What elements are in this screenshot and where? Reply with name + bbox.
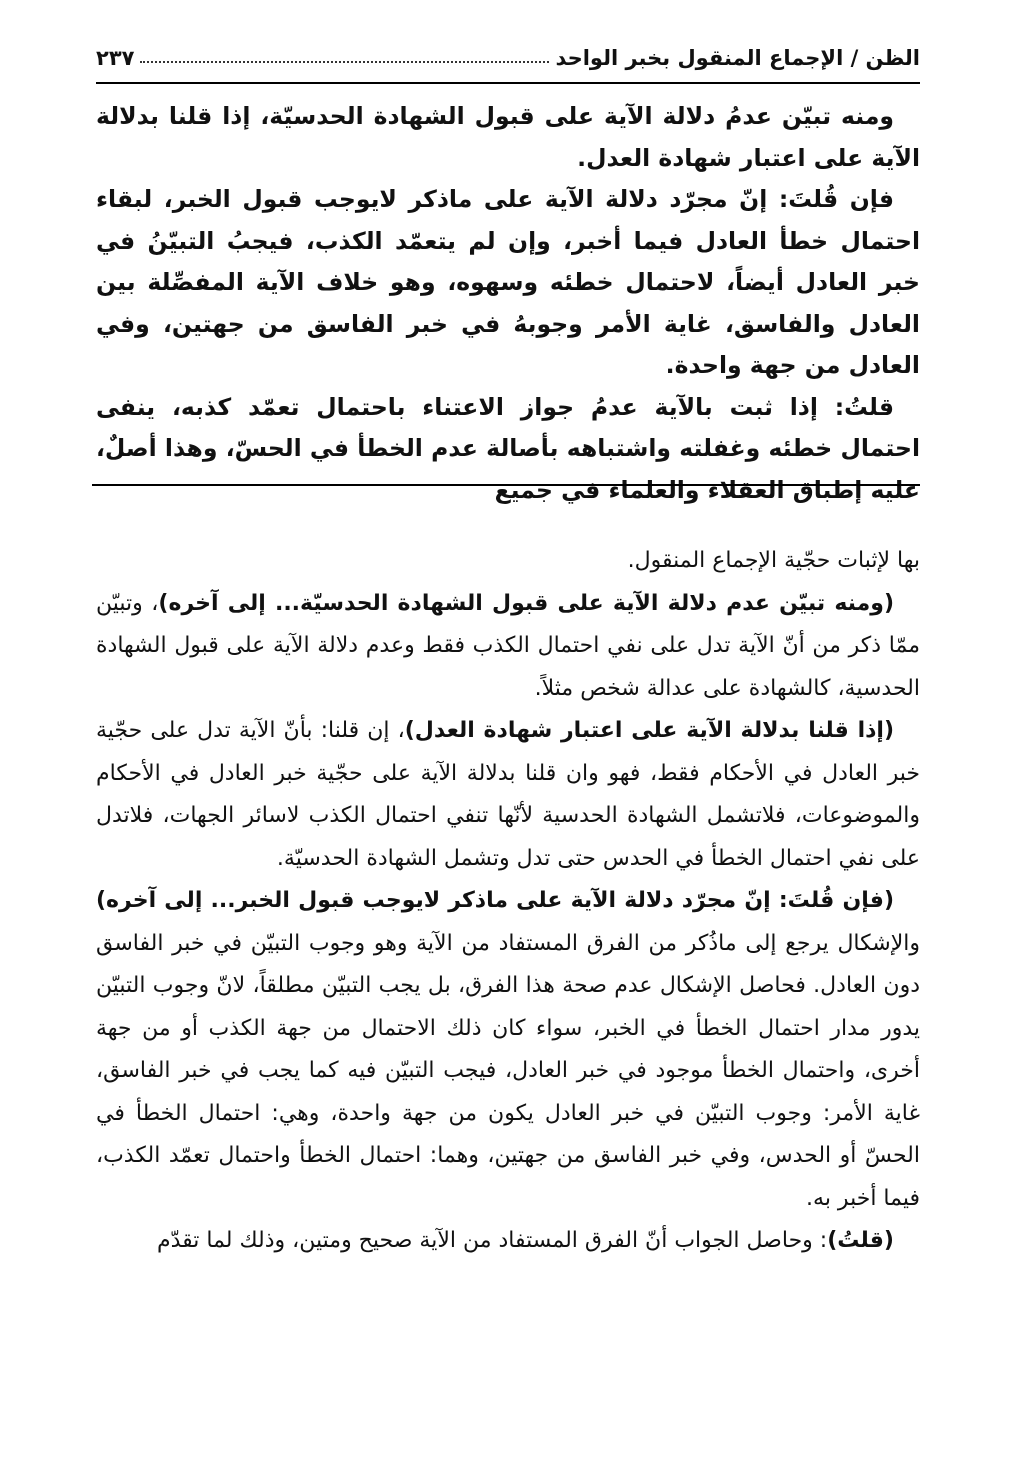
commentary-lemma-2: (ومنه تبيّن عدم دلالة الآية على قبول الشهادة الحدسيّة... إلى آخره) bbox=[158, 590, 894, 616]
commentary-paragraph-2 bbox=[96, 583, 920, 711]
commentary-block bbox=[96, 540, 920, 1263]
commentary-lemma-4: (فإن قُلتَ: إنّ مجرّد دلالة الآية على ماذكر لايوجب قبول الخبر... إلى آخره) bbox=[96, 888, 894, 913]
page-number: ٢٣٧ bbox=[96, 46, 135, 70]
commentary-text-2: ، وتبيّن ممّا ذكر من أنّ الآية تدل على نفي احتمال الكذب فقط وعدم دلالة الآية على قبول الشهادة الحدسية، كالشهادة على عدالة شخص مثلاً. bbox=[96, 590, 920, 701]
commentary-lemma-5: (قلتُ) bbox=[827, 1228, 894, 1253]
main-paragraph-2: فإن قُلتَ: إنّ مجرّد دلالة الآية على ماذكر لايوجب قبول الخبر، لبقاء احتمال خطأ العادل فيما أخبر، وإن لم يتعمّد الكذب، فيجبُ التبيّنُ في خبر العادل أيضاً، لاحتمال خطئه وسهوه، وهو خلاف الآية المفصِّلة بين العادل والفاسق، غاية الأمر وجوبهُ في خبر الفاسق من جهتين، وفي العادل من جهة واحدة. bbox=[96, 185, 920, 379]
commentary-text-5: : وحاصل الجواب أنّ الفرق المستفاد من الآية صحيح ومتين، وذلك لما تقدّم bbox=[156, 1228, 828, 1253]
commentary-paragraph-4 bbox=[96, 880, 920, 1220]
commentary-paragraph-5 bbox=[96, 1220, 920, 1263]
commentary-text-4: والإشكال يرجع إلى ماذُكر من الفرق المستفاد من الآية وهو وجوب التبيّن في خبر الفاسق دون العادل. فحاصل الإشكال عدم صحة هذا الفرق، بل يجب التبيّن مطلقاً، لانّ وجوب التبيّن يدور مدار احتمال الخطأ في الخبر، سواء كان ذلك الاحتمال من جهة الكذب أو من جهة أخرى، واحتمال الخطأ موجود في خبر العادل، فيجب التبيّن فيه كما يجب في خبر الفاسق، غاية الأمر: وجوب التبيّن في خبر العادل يكون من جهة واحدة، وهي: احتمال الخطأ في الحسّ أو الحدس، وفي خبر الفاسق من جهتين، وهما: احتمال الخطأ واحتمال تعمّد الكذب، فيما أخبر به. bbox=[96, 930, 920, 1211]
header-title: الظن / الإجماع المنقول بخبر الواحد bbox=[555, 46, 920, 70]
commentary-text-3: ، إن قلنا: بأنّ الآية تدل على حجّية خبر العادل في الأحكام فقط، فهو وان قلنا بدلالة الآية على حجّية خبر العادل في الأحكام والموضوعات، فلاتشمل الشهادة الحدسية لأنّها تنفي احتمال الكذب لاسائر الجهات، فلاتدل على نفي احتمال الخطأ في الحدس حتى تدل وتشمل الشهادة الحدسيّة. bbox=[96, 718, 920, 871]
footnote-divider bbox=[92, 484, 920, 486]
commentary-paragraph-1: بها لإثبات حجّية الإجماع المنقول. bbox=[627, 548, 920, 573]
main-text-block bbox=[96, 96, 920, 511]
main-paragraph-1: ومنه تبيّن عدمُ دلالة الآية على قبول الشهادة الحدسيّة، إذا قلنا بدلالة الآية على اعتبار شهادة العدل. bbox=[96, 102, 920, 172]
commentary-lemma-3: (إذا قلنا بدلالة الآية على اعتبار شهادة العدل) bbox=[404, 718, 894, 743]
header-dot-leader bbox=[140, 61, 549, 63]
commentary-paragraph-3 bbox=[96, 710, 920, 880]
running-header bbox=[96, 38, 920, 84]
main-paragraph-3: قلتُ: إذا ثبت بالآية عدمُ جواز الاعتناء باحتمال تعمّد كذبه، ينفى احتمال خطئه وغفلته واشتباهه بأصالة عدم الخطأ في الحسّ، وهذا أصلٌ، عليه إطباق العقلاء والعلماء في جميع bbox=[96, 392, 920, 504]
